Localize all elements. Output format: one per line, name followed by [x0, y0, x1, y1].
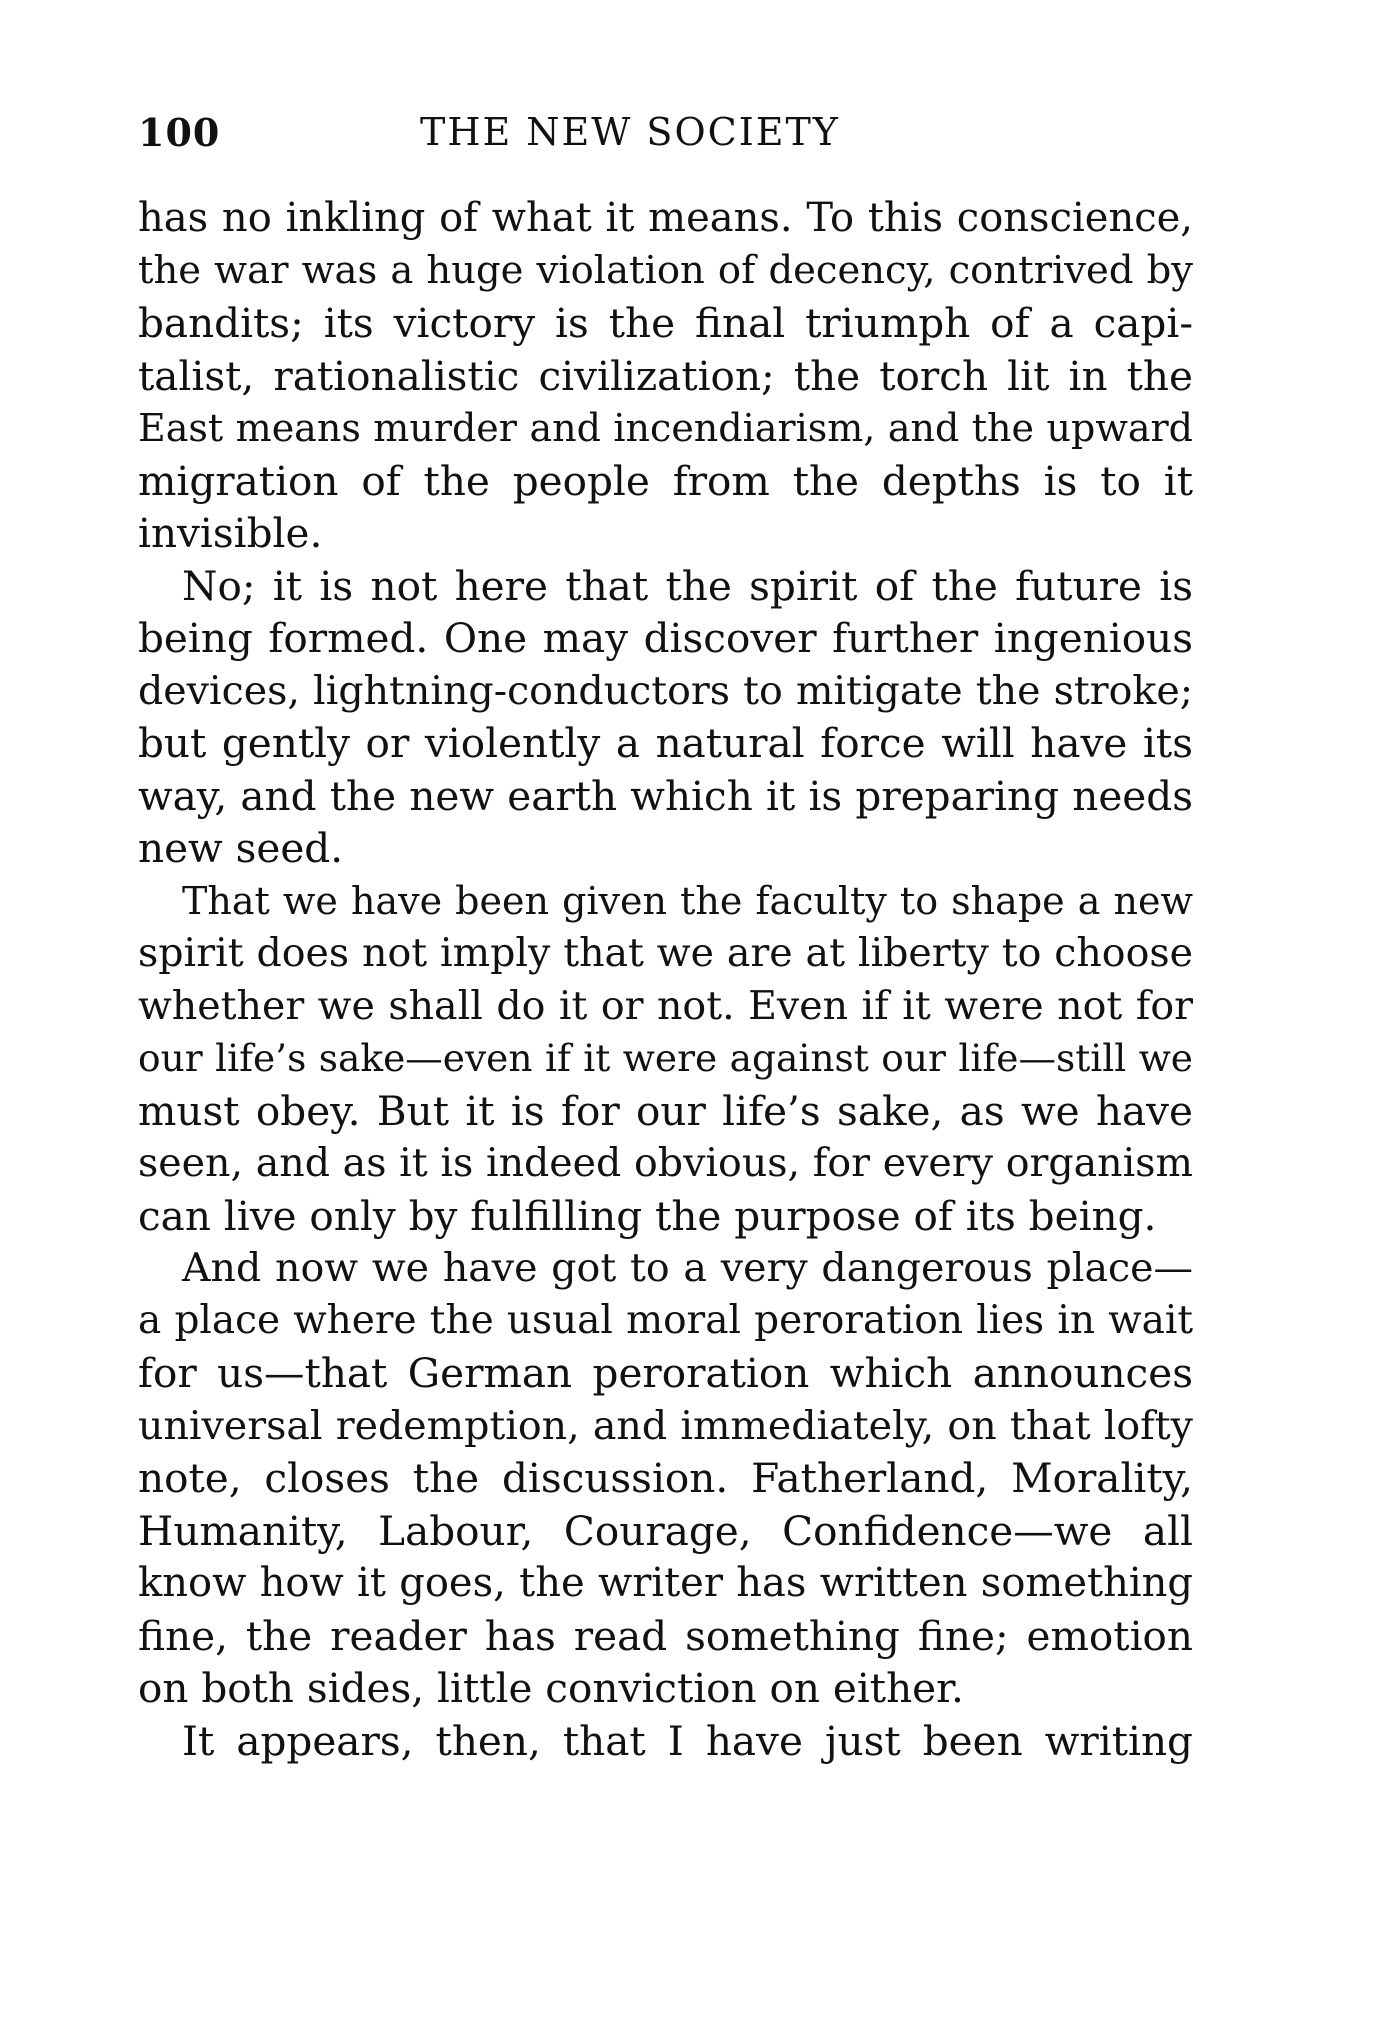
- running-head: THE NEW SOCIETY: [420, 110, 840, 154]
- text-line: way, and the new earth which it is preparing needs: [138, 771, 1193, 820]
- text-line: know how it goes, the writer has written something: [138, 1560, 1193, 1606]
- body-text: [138, 192, 1193, 1767]
- text-line: has no inkling of what it means. To this conscience,: [138, 195, 1193, 241]
- text-line: seen, and as it is indeed obvious, for every organism: [138, 1140, 1193, 1186]
- text-line: a place where the usual moral peroration lies in wait: [138, 1297, 1193, 1343]
- text-line: can live only by fulfilling the purpose of its being.: [138, 1191, 1157, 1240]
- text-line: East means murder and incendiarism, and the upward: [138, 406, 1193, 450]
- text-line: for us—that German peroration which announces: [138, 1349, 1193, 1397]
- text-line: That we have been given the faculty to shape a new: [182, 878, 1193, 923]
- text-line: our life’s sake—even if it were against our life—still we: [138, 1036, 1193, 1080]
- page-number: 100: [138, 110, 221, 155]
- text-line: but gently or violently a natural force will have its: [138, 719, 1193, 767]
- text-line: new seed.: [138, 824, 344, 872]
- text-line: fine, the reader has read something fine; emotion: [138, 1611, 1193, 1660]
- text-line: No; it is not here that the spirit of the future is: [182, 561, 1193, 610]
- text-line: universal redemption, and immediately, on that lofty: [138, 1402, 1193, 1449]
- text-line: whether we shall do it or not. Even if it were not for: [138, 982, 1193, 1029]
- text-line: invisible.: [138, 509, 323, 557]
- text-line: spirit does not imply that we are at liberty to choose: [138, 930, 1193, 976]
- text-line: migration of the people from the depths is to it: [138, 456, 1193, 505]
- text-line: must obey. But it is for our life’s sake, as we have: [138, 1086, 1193, 1135]
- text-line: bandits; its victory is the final triumph of a capi-: [138, 299, 1193, 347]
- text-line: Humanity, Labour, Courage, Confidence—we all: [138, 1506, 1193, 1555]
- text-line: being formed. One may discover further ingenious: [138, 614, 1193, 662]
- text-line: It appears, then, that I have just been writing: [182, 1716, 1193, 1765]
- page-header: [138, 110, 1193, 170]
- text-line: devices, lightning-conductors to mitigate the stroke;: [138, 667, 1193, 714]
- text-line: talist, rationalistic civilization; the torch lit in the: [138, 351, 1193, 400]
- text-line: the war was a huge violation of decency, contrived by: [138, 247, 1193, 293]
- text-line: And now we have got to a very dangerous place—: [182, 1245, 1193, 1291]
- text-line: note, closes the discussion. Fatherland, Morality,: [138, 1454, 1193, 1502]
- text-line: on both sides, little conviction on either.: [138, 1664, 964, 1712]
